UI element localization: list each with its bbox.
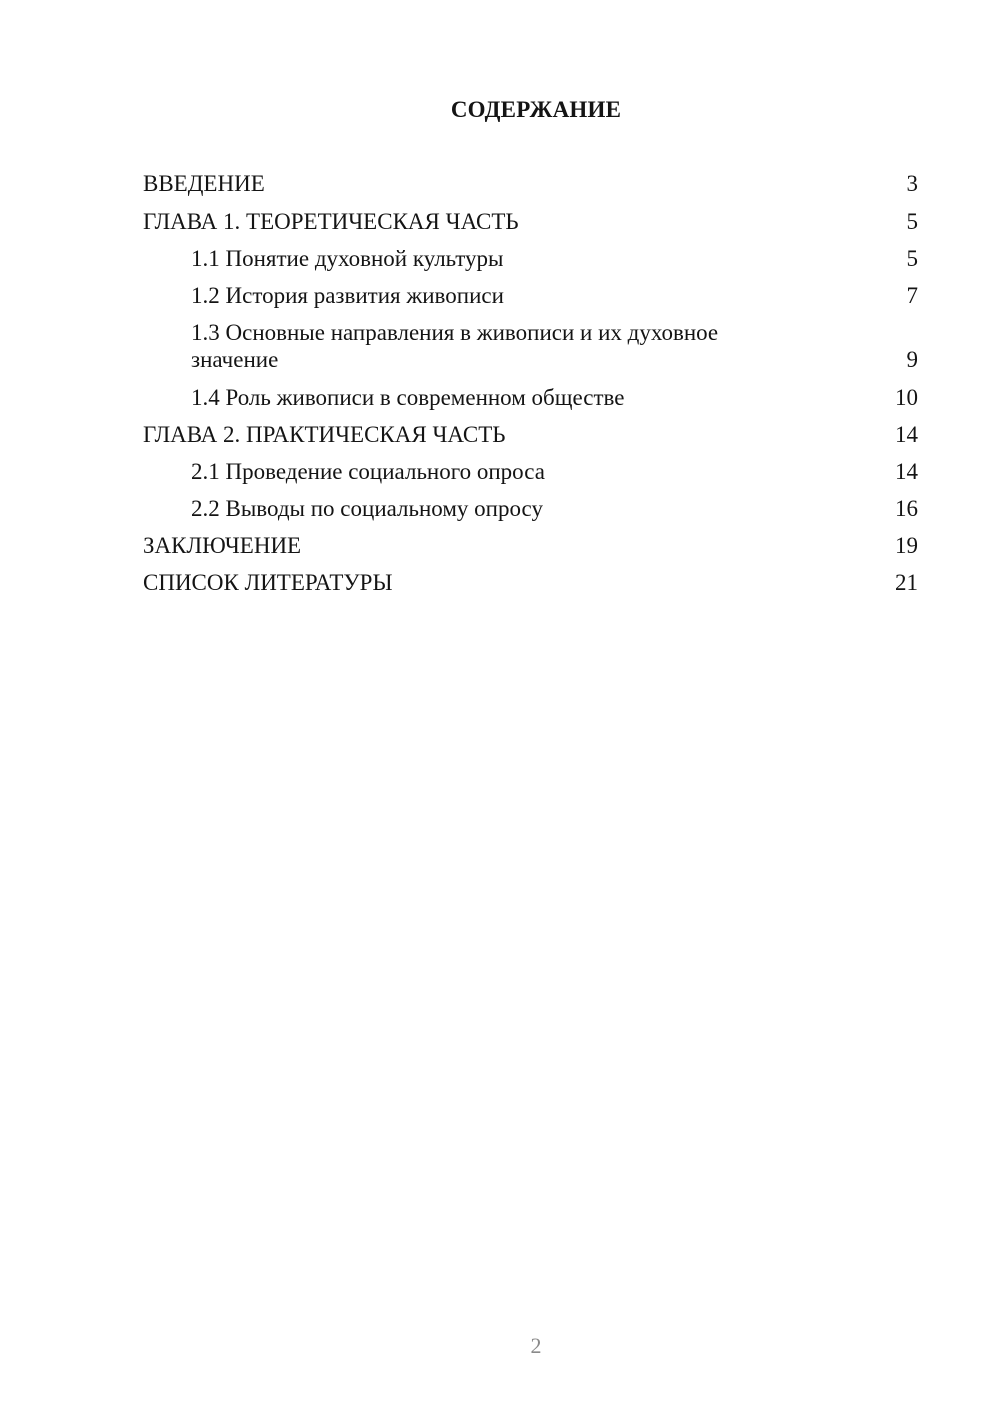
toc-entry-label: 1.1 Понятие духовной культуры (191, 246, 504, 271)
toc-entry-page: 14 (895, 459, 918, 484)
page-number: 2 (530, 1333, 542, 1358)
toc-entry-page: 9 (906, 347, 918, 372)
toc-entry-page: 16 (895, 496, 918, 521)
toc-entry-label: ВВЕДЕНИЕ (143, 171, 265, 196)
toc-entry-page: 21 (895, 570, 918, 595)
toc-entry-label: ГЛАВА 2. ПРАКТИЧЕСКАЯ ЧАСТЬ (143, 422, 506, 447)
toc-entry-page: 7 (906, 283, 918, 308)
toc-entry-label: 2.2 Выводы по социальному опросу (191, 496, 543, 521)
toc-entry-page: 3 (906, 171, 918, 196)
toc-entry-label-line-1: 1.3 Основные направления в живописи и их духовное (191, 320, 719, 345)
toc-entry-label-line-2: значение (191, 347, 279, 372)
toc-entry-label: ЗАКЛЮЧЕНИЕ (143, 533, 302, 558)
toc-entry-label: 1.2 История развития живописи (191, 283, 504, 308)
toc-entry-label: ГЛАВА 1. ТЕОРЕТИЧЕСКАЯ ЧАСТЬ (143, 209, 519, 234)
toc-entry-page: 10 (895, 385, 918, 410)
page-title: СОДЕРЖАНИЕ (450, 97, 622, 122)
toc-entry-page: 19 (895, 533, 918, 558)
toc-entry-label: 1.4 Роль живописи в современном обществе (191, 385, 625, 410)
toc-entry-label: СПИСОК ЛИТЕРАТУРЫ (143, 570, 393, 595)
toc-entry-1-3[interactable] (0, 319, 1000, 375)
toc-entry-page: 5 (906, 246, 918, 271)
toc-entry-page: 5 (906, 209, 918, 234)
toc-entry-label: 2.1 Проведение социального опроса (191, 459, 545, 484)
toc-entry-page: 14 (895, 422, 918, 447)
